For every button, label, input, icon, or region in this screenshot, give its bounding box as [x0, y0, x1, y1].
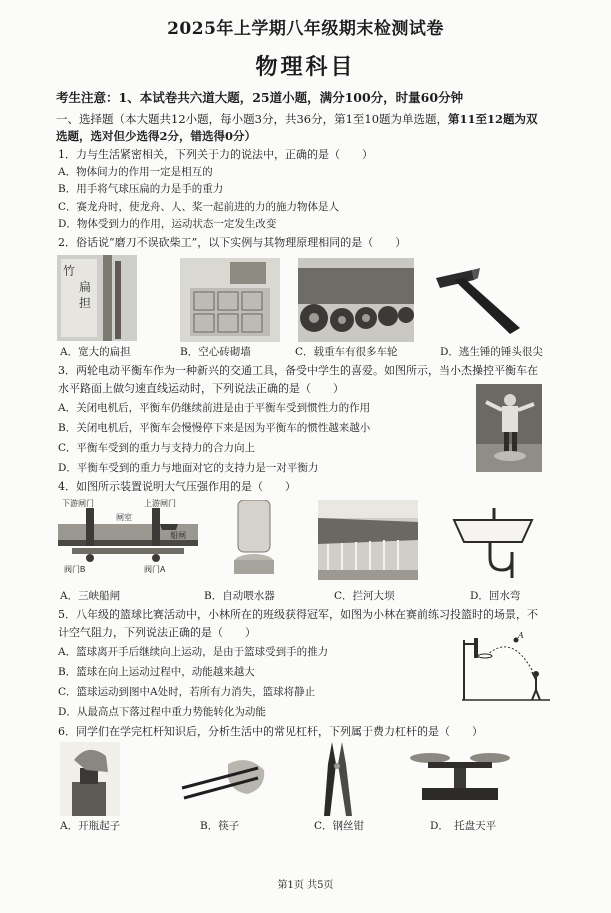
q5-stem-line2: 计空气阻力，下列说法正确的是（ ）	[58, 626, 256, 639]
q2-caption-d: D．逃生锤的锤头很尖	[440, 346, 543, 358]
section1-instructions-a: 一、选择题（本大题共12小题，每小题3分，共36分，第1至10题为单选题，	[56, 112, 449, 126]
q1-stem: 1．力与生活紧密相关，下列关于力的说法中，正确的是（ ）	[58, 148, 373, 161]
q2-stem: 2．俗话说“磨刀不误砍柴工”，以下实例与其物理原理相同的是（ ）	[58, 236, 407, 249]
escape-hammer-image	[428, 262, 532, 340]
sink-u-bend-image	[450, 500, 536, 580]
valve-b-label: 阀门B	[64, 565, 86, 574]
q1-option-c: C．赛龙舟时，使龙舟、人、桨一起前进的力的施力物体是人	[58, 201, 340, 213]
q4-caption-a: A．三峡船闸	[60, 590, 121, 602]
page-footer: 第1页 共5页	[277, 880, 334, 891]
point-a-label: A	[518, 631, 524, 640]
tray-balance-image	[408, 744, 512, 806]
downstream-gate-label: 下游闸门	[62, 499, 94, 508]
q1-option-a: A．物体间力的作用一定是相互的	[58, 166, 213, 178]
q4-caption-c: C．拦河大坝	[334, 590, 395, 602]
q4-caption-d: D．回水弯	[470, 590, 521, 602]
section1-instructions-line1	[56, 111, 538, 127]
shoulder-pole-text-2: 扁	[79, 280, 92, 294]
q3-option-b: B．关闭电机后，平衡车会慢慢停下来是因为平衡车的惯性越来越小	[58, 422, 371, 434]
q6-stem: 6．同学们在学完杠杆知识后，分析生活中的常见杠杆，下列属于费力杠杆的是（ ）	[58, 725, 483, 738]
exam-title: 2025年上学期八年级期末检测试卷	[167, 19, 444, 39]
q2-caption-b: B．空心砖砌墙	[180, 346, 251, 358]
shoulder-pole-image	[57, 255, 137, 341]
q5-option-d: D．从最高点下落过程中重力势能转化为动能	[58, 706, 266, 718]
q3-stem-line2: 水平路面上做匀速直线运动时，下列说法正确的是（ ）	[58, 382, 344, 395]
basketball-shot-diagram	[452, 630, 552, 704]
valve-a-label: 阀门A	[144, 565, 166, 574]
q1-option-b: B．用手将气球压扁的力是手的重力	[58, 183, 224, 195]
chopsticks-image	[178, 744, 270, 810]
bottle-opener-image	[60, 742, 120, 816]
q4-stem: 4．如图所示装置说明大气压强作用的是（ ）	[58, 480, 296, 493]
q6-caption-a: A．开瓶起子	[60, 820, 121, 832]
q1-option-d: D．物体受到力的作用，运动状态一定发生改变	[58, 218, 277, 230]
balance-scooter-photo	[476, 384, 542, 472]
ship-lock-label: 船闸	[170, 531, 186, 540]
river-dam-image	[318, 500, 418, 580]
q3-option-c: C．平衡车受到的重力与支持力的合力向上	[58, 442, 256, 454]
q5-option-a: A．篮球离开手后继续向上运动，是由于篮球受到手的推力	[58, 646, 329, 658]
ship-lock-diagram	[58, 498, 198, 578]
q6-caption-c: C．钢丝钳	[314, 820, 365, 832]
q3-stem-line1: 3．两轮电动平衡车作为一种新兴的交通工具，备受中学生的喜爱。如图所示，当小杰操控平衡车在	[58, 364, 538, 377]
auto-water-feeder-image	[232, 500, 276, 580]
candidate-notice: 考生注意：1、本试卷共六道大题，25道小题，满分100分，时量60分钟	[56, 90, 464, 105]
q2-caption-a: A．宽大的扁担	[60, 346, 131, 358]
wire-pliers-image	[318, 742, 356, 816]
q5-option-b: B．篮球在向上运动过程中，动能越来越大	[58, 666, 255, 678]
subject-title: 物理科目	[255, 54, 356, 80]
lock-chamber-label: 闸室	[116, 513, 132, 522]
upstream-gate-label: 上游闸门	[144, 499, 176, 508]
q3-option-a: A．关闭电机后，平衡车仍继续前进是由于平衡车受到惯性力的作用	[58, 402, 371, 414]
shoulder-pole-text-1: 竹	[63, 264, 76, 278]
q6-caption-b: B．筷子	[200, 820, 240, 832]
q6-caption-d: D． 托盘天平	[430, 820, 497, 832]
hollow-brick-wall-image	[180, 258, 280, 342]
shoulder-pole-text-3: 担	[79, 296, 92, 310]
q3-option-d: D．平衡车受到的重力与地面对它的支持力是一对平衡力	[58, 462, 319, 474]
heavy-truck-wheels-image	[298, 258, 414, 342]
q2-caption-c: C．载重车有很多车轮	[295, 346, 398, 358]
q5-option-c: C．篮球运动到图中A处时，若所有力消失，篮球将静止	[58, 686, 316, 698]
section1-instructions-b: 第11至12题为双	[448, 112, 538, 126]
section1-instructions-line2: 选题，选对但少选得2分，错选得0分）	[56, 129, 257, 143]
q5-stem-line1: 5．八年级的篮球比赛活动中，小林所在的班级获得冠军，如图为小林在赛前练习投篮时的场景，不	[58, 608, 538, 621]
q4-caption-b: B．自动喂水器	[204, 590, 275, 602]
